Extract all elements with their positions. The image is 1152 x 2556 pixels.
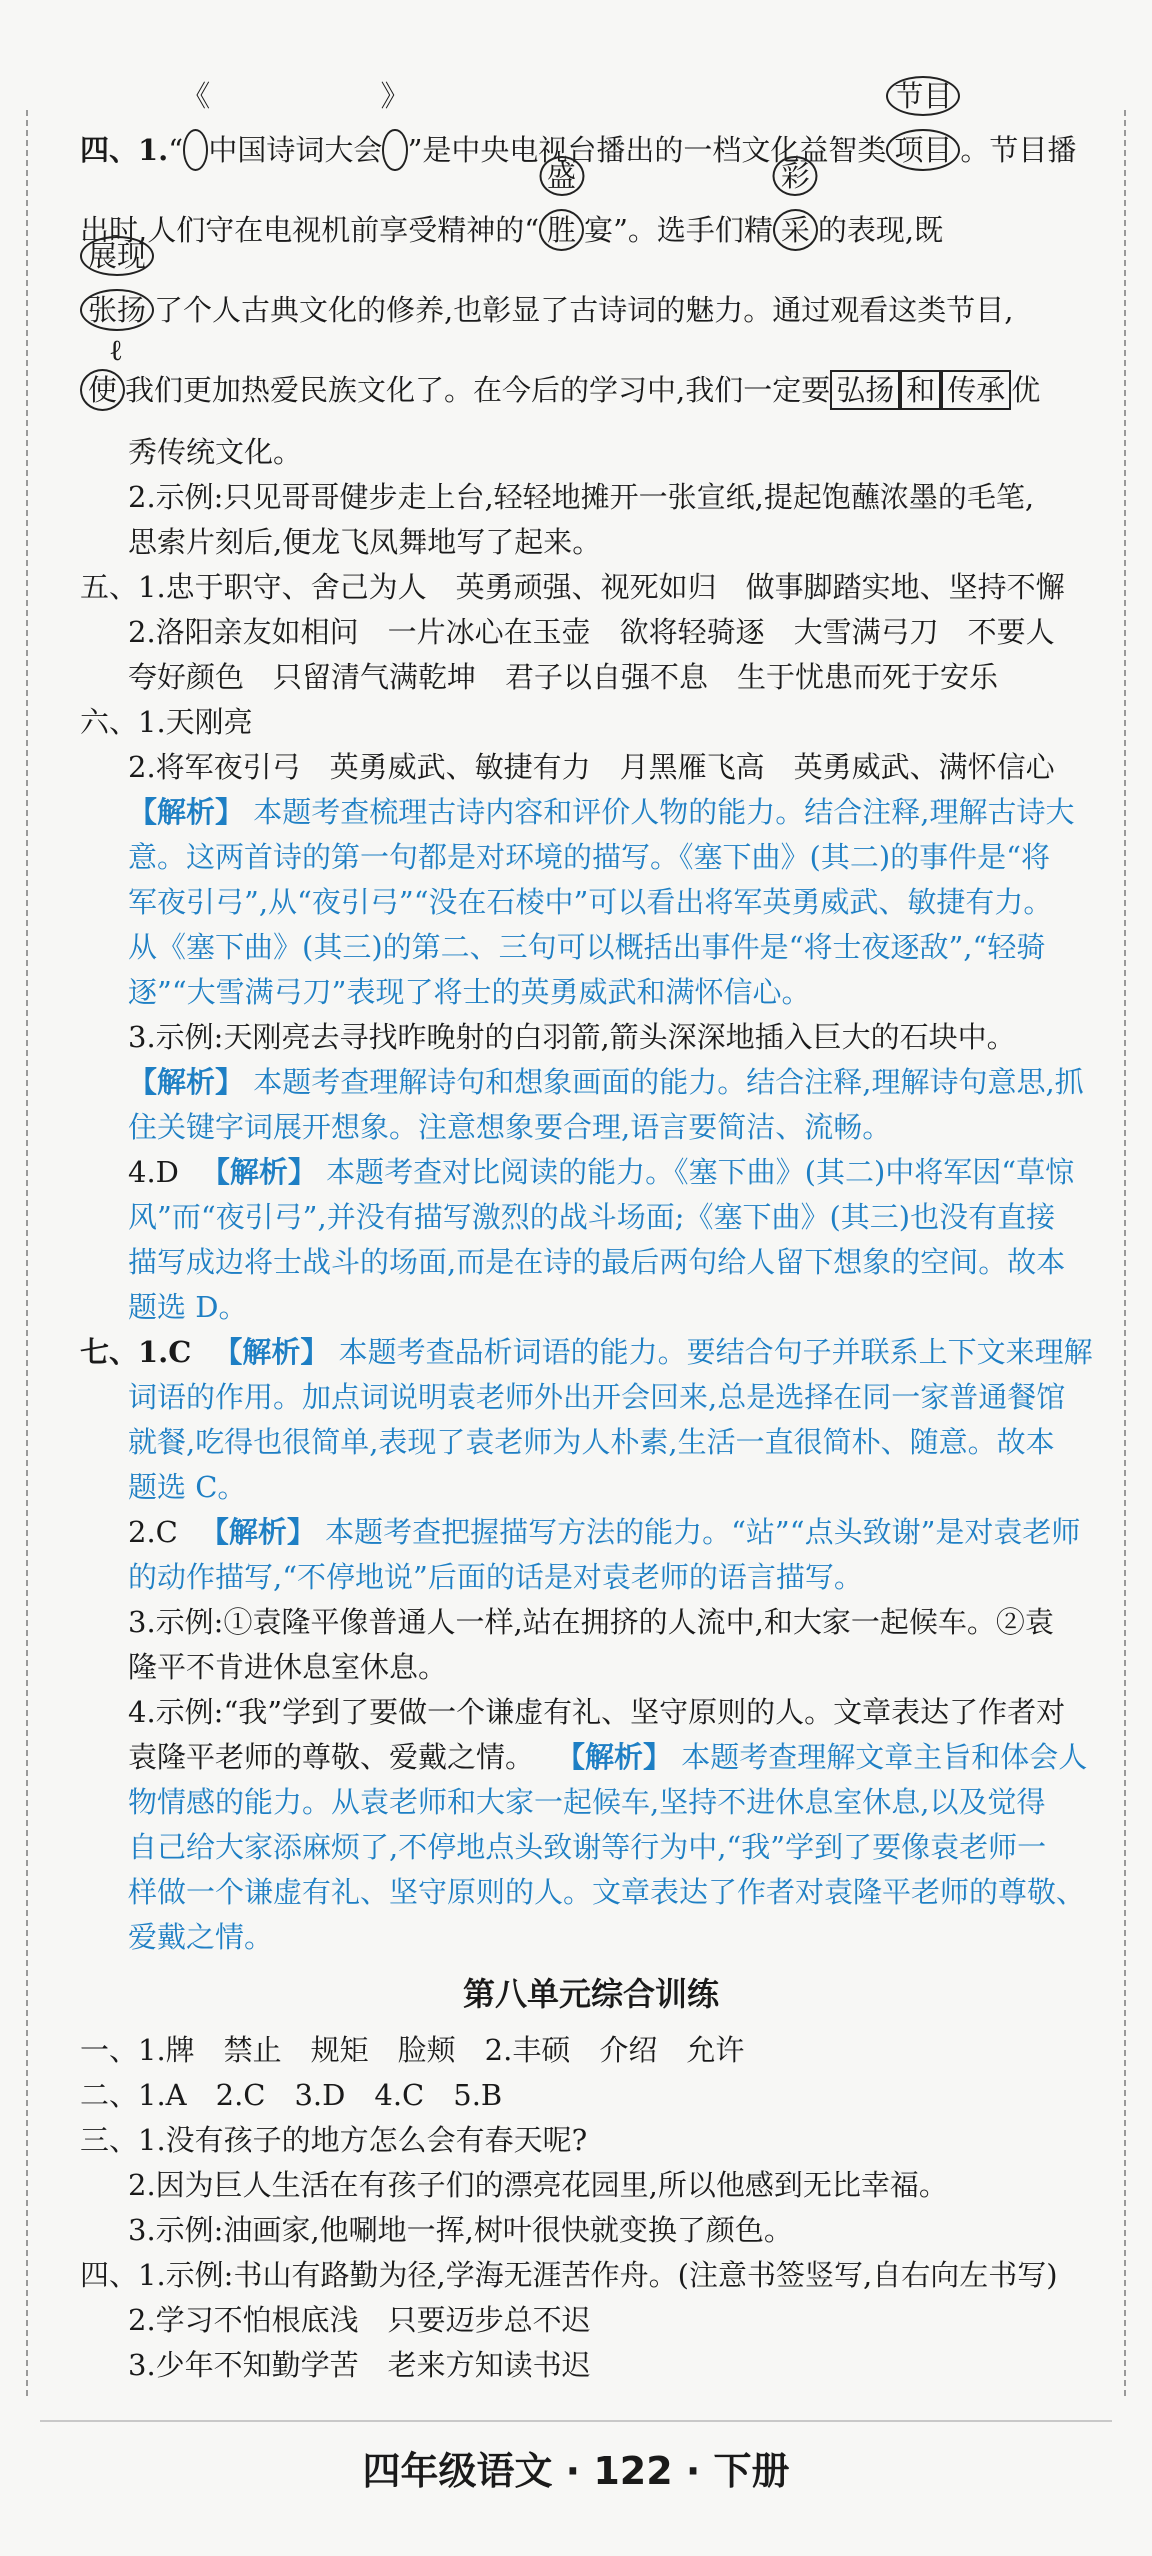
sec6-analysis1-line4: 从《塞下曲》(其三)的第二、三句可以概括出事件是“将士夜逐敌”,“轻骑 bbox=[128, 930, 1046, 964]
correction-mark bbox=[539, 136, 584, 216]
sec4-q1-line1 bbox=[80, 79, 1102, 190]
text: 本题考查品析词语的能力。要结合句子并联系上下文来理解 bbox=[338, 1335, 1093, 1369]
sec7-q1-line1 bbox=[80, 1330, 1102, 1375]
sec7-analysis4-line2: 物情感的能力。从袁老师和大家一起候车,坚持不进休息室休息,以及觉得 bbox=[128, 1785, 1046, 1819]
correction-sheng bbox=[539, 159, 584, 270]
circled-word: 胜 bbox=[539, 209, 584, 251]
sec6-analysis3-line1 bbox=[80, 1060, 1102, 1105]
correction-mark bbox=[80, 216, 154, 296]
unit8-s3-q3: 3.示例:油画家,他唰地一挥,树叶很快就变换了颜色。 bbox=[128, 2213, 793, 2247]
sec4-q1-line2 bbox=[80, 159, 1102, 270]
correction-word: 彩 bbox=[773, 156, 818, 196]
answer: 七、1.C bbox=[80, 1335, 192, 1369]
text: 了个人古典文化的修养,也彰显了古诗词的魅力。通过观看这类节目, bbox=[154, 293, 1014, 327]
sec4-q1-line3 bbox=[80, 239, 1102, 350]
sec7-q3-line1: 3.示例:①袁隆平像普通人一样,站在拥挤的人流中,和大家一起候车。②袁 bbox=[128, 1605, 1054, 1639]
correction-cai bbox=[773, 159, 818, 270]
sec6-analysis4-line2: 风”而“夜引弓”,并没有描写激烈的战斗场面;《塞下曲》(其三)也没有直接 bbox=[128, 1200, 1056, 1234]
sec7-q2-line1 bbox=[80, 1510, 1102, 1555]
sec7-analysis2-line2: 的动作描写,“不停地说”后面的话是对袁老师的语言描写。 bbox=[128, 1560, 863, 1594]
unit8-s4-q2: 2.学习不怕根底浅 只要迈步总不迟 bbox=[128, 2303, 591, 2337]
left-dashed-border bbox=[26, 110, 28, 2396]
sec7-analysis1-line2: 词语的作用。加点词说明袁老师外出开会回来,总是选择在同一家普通餐馆 bbox=[128, 1380, 1066, 1414]
sec7-analysis4-line3: 自己给大家添麻烦了,不停地点头致谢等行为中,“我”学到了要像袁老师一 bbox=[128, 1830, 1047, 1864]
answer: 2.C bbox=[128, 1515, 178, 1549]
unit-title: 第八单元综合训练 bbox=[462, 1975, 719, 2013]
sec5-q2-line2: 夸好颜色 只留清气满乾坤 君子以自强不息 生于忧患而死于安乐 bbox=[128, 660, 999, 694]
text: 优 bbox=[1011, 373, 1041, 407]
correction-mark: 《 bbox=[181, 79, 211, 113]
page-footer: 四年级语文 · 122 · 下册 bbox=[362, 2449, 790, 2493]
correction-mark: 》 bbox=[380, 79, 410, 113]
sec7-analysis1-line4: 题选 C。 bbox=[128, 1470, 247, 1504]
answer-content bbox=[80, 79, 1102, 2388]
correction-mark bbox=[773, 136, 818, 216]
close-quote: ” bbox=[407, 133, 423, 167]
deletion-shi bbox=[80, 333, 125, 430]
unit8-s3-q2: 2.因为巨人生活在有孩子们的漂亮花园里,所以他感到无比幸福。 bbox=[128, 2168, 948, 2202]
deleted-word: 使 bbox=[80, 369, 125, 411]
text: 本题考查对比阅读的能力。《塞下曲》(其二)中将军因“草惊 bbox=[326, 1155, 1075, 1189]
sec6-analysis3-line2: 住关键字词展开想象。注意想象要合理,语言要简洁、流畅。 bbox=[128, 1110, 892, 1144]
unit8-s4-q1: 四、1.示例:书山有路勤为径,学海无涯苦作舟。(注意书签竖写,自右向左书写) bbox=[80, 2258, 1058, 2292]
footer-divider bbox=[40, 2420, 1112, 2422]
text: 出时,人们守在电视机前享受精神的“ bbox=[80, 213, 540, 247]
correction-word: 展现 bbox=[80, 236, 154, 276]
text: 袁隆平老师的尊敬、爱戴之情。 bbox=[128, 1740, 535, 1774]
boxed-word: 弘扬 bbox=[830, 370, 900, 410]
sec7-q3-line2: 隆平不肯进休息室休息。 bbox=[128, 1650, 448, 1684]
correction-word: 节目 bbox=[886, 76, 960, 116]
sec6-q3: 3.示例:天刚亮去寻找昨晚射的白羽箭,箭头深深地插入巨大的石块中。 bbox=[128, 1020, 1016, 1054]
answer: 4.D bbox=[128, 1155, 179, 1189]
sec4-q2-line1: 2.示例:只见哥哥健步走上台,轻轻地摊开一张宣纸,提起饱蘸浓墨的毛笔, bbox=[128, 480, 1035, 514]
program-name: 中国诗词大会 bbox=[208, 133, 383, 167]
unit8-s2: 二、1.A 2.C 3.D 4.C 5.B bbox=[80, 2078, 503, 2112]
open-quote: “ bbox=[168, 133, 184, 167]
unit8-s4-q3: 3.少年不知勤学苦 老来方知读书迟 bbox=[128, 2348, 591, 2382]
analysis-tag: 【解析】 bbox=[556, 1740, 673, 1774]
sec6-q2: 2.将军夜引弓 英勇威武、敏捷有力 月黑雁飞高 英勇威武、满怀信心 bbox=[128, 750, 1055, 784]
sec4-q2-line2: 思索片刻后,便龙飞凤舞地写了起来。 bbox=[128, 525, 602, 559]
correction-jiemu bbox=[886, 79, 960, 190]
analysis-tag: 【解析】 bbox=[213, 1335, 330, 1369]
sec6-analysis1-line1 bbox=[80, 790, 1102, 835]
correction-mark bbox=[886, 56, 960, 136]
boxed-word: 传承 bbox=[941, 370, 1011, 410]
sec6-q1: 六、1.天刚亮 bbox=[80, 705, 253, 739]
text: 。节目播 bbox=[960, 133, 1077, 167]
sec4-q1-line4 bbox=[80, 333, 1102, 430]
sec5-q1: 五、1.忠于职守、舍己为人 英勇顽强、视死如归 做事脚踏实地、坚持不懈 bbox=[80, 570, 1065, 604]
correction-open-book-title bbox=[181, 79, 211, 190]
text: 是中央电视台播出的一档文化益智类 bbox=[422, 133, 887, 167]
circled-word: 张扬 bbox=[80, 289, 154, 331]
sec4-q1-number: 四、1. bbox=[80, 133, 169, 167]
boxed-word: 和 bbox=[900, 370, 941, 410]
sec4-q1-line5: 秀传统文化。 bbox=[128, 435, 303, 469]
right-dashed-border bbox=[1124, 110, 1126, 2396]
sec6-analysis4-line3: 描写成边将士战斗的场面,而是在诗的最后两句给人留下想象的空间。故本 bbox=[128, 1245, 1066, 1279]
sec7-q4-line1: 4.示例:“我”学到了要做一个谦虚有礼、坚守原则的人。文章表达了作者对 bbox=[128, 1695, 1066, 1729]
circled-word: 采 bbox=[773, 209, 818, 251]
sec6-analysis1-line3: 军夜引弓”,从“夜引弓”“没在石棱中”可以看出将军英勇威武、敏捷有力。 bbox=[128, 885, 1053, 919]
text: 本题考查理解诗句和想象画面的能力。结合注释,理解诗句意思,抓 bbox=[253, 1065, 1084, 1099]
sec7-analysis4-line4: 样做一个谦虚有礼、坚守原则的人。文章表达了作者对袁隆平老师的尊敬、 bbox=[128, 1875, 1086, 1909]
analysis-tag: 【解析】 bbox=[128, 795, 245, 829]
sec5-q2-line1: 2.洛阳亲友如相问 一片冰心在玉壶 欲将轻骑逐 大雪满弓刀 不要人 bbox=[128, 615, 1055, 649]
sec6-q4-line1 bbox=[80, 1150, 1102, 1195]
sec6-analysis1-line5: 逐”“大雪满弓刀”表现了将士的英勇威武和满怀信心。 bbox=[128, 975, 811, 1009]
text: 我们更加热爱民族文化了。在今后的学习中,我们一定要 bbox=[125, 373, 831, 407]
text: 本题考查把握描写方法的能力。“站”“点头致谢”是对袁老师 bbox=[325, 1515, 1081, 1549]
deletion-mark-icon: ℓ bbox=[109, 333, 123, 367]
sec6-analysis4-line4: 题选 D。 bbox=[128, 1290, 248, 1324]
analysis-tag: 【解析】 bbox=[199, 1515, 316, 1549]
circled-word: 项目 bbox=[886, 129, 960, 171]
text: 宴”。选手们精 bbox=[584, 213, 773, 247]
sec7-analysis4-line5: 爱戴之情。 bbox=[128, 1920, 274, 1954]
correction-close-book-title bbox=[380, 79, 410, 190]
text: 本题考查梳理古诗内容和评价人物的能力。结合注释,理解古诗大 bbox=[253, 795, 1075, 829]
sec6-analysis1-line2: 意。这两首诗的第一句都是对环境的描写。《塞下曲》(其二)的事件是“将 bbox=[128, 840, 1050, 874]
unit8-s1: 一、1.牌 禁止 规矩 脸颊 2.丰硕 介绍 允许 bbox=[80, 2033, 745, 2067]
text: 的表现,既 bbox=[817, 213, 944, 247]
sec7-analysis1-line3: 就餐,吃得也很简单,表现了袁老师为人朴素,生活一直很简朴、随意。故本 bbox=[128, 1425, 1055, 1459]
sec7-q4-line2 bbox=[80, 1735, 1102, 1780]
analysis-tag: 【解析】 bbox=[128, 1065, 245, 1099]
correction-word: 盛 bbox=[539, 156, 584, 196]
text: 本题考查理解文章主旨和体会人 bbox=[681, 1740, 1088, 1774]
unit8-s3-q1: 三、1.没有孩子的地方怎么会有春天呢? bbox=[80, 2123, 588, 2157]
analysis-tag: 【解析】 bbox=[200, 1155, 317, 1189]
